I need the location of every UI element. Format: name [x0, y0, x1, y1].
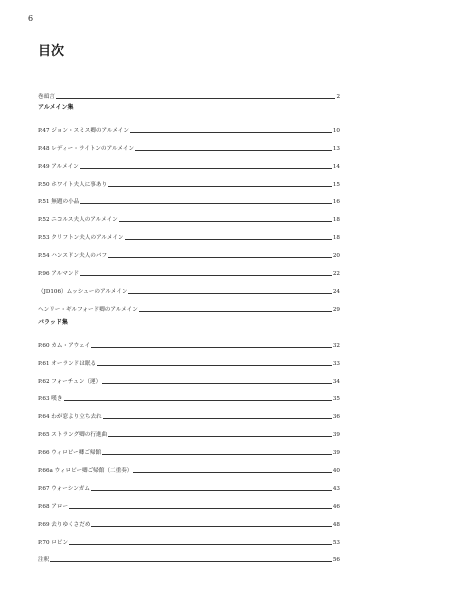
toc-entry-page: 18: [332, 235, 340, 242]
toc-entry[interactable]: [38, 512, 340, 528]
toc-entry[interactable]: [38, 261, 340, 277]
page-title: 目次: [38, 44, 65, 59]
toc-entry-page: 16: [332, 199, 340, 206]
toc-leader: [91, 526, 331, 527]
toc-entry-page: 33: [332, 360, 340, 367]
toc-entry[interactable]: [38, 547, 340, 563]
toc-leader: [64, 400, 332, 401]
toc-leader: [139, 311, 332, 312]
toc-entry[interactable]: [38, 154, 340, 170]
toc-entry-page: 46: [332, 503, 340, 510]
toc-entry-page: 48: [332, 521, 340, 528]
toc-entry[interactable]: [38, 386, 340, 402]
toc-entry-page: 22: [332, 271, 340, 278]
page-number: 6: [28, 14, 34, 23]
toc-entry[interactable]: [38, 243, 340, 259]
toc-entry[interactable]: [38, 440, 340, 456]
toc-entry[interactable]: [38, 458, 340, 474]
toc-entry[interactable]: [38, 225, 340, 241]
toc-leader: [130, 132, 332, 133]
toc-entry-page: 39: [332, 450, 340, 457]
toc-entry-label: P.62 フォーチュン（運）: [38, 378, 102, 385]
toc-entry[interactable]: [38, 207, 340, 223]
toc-entry-label: P.52 ニコルス夫人のアルメイン: [38, 217, 118, 224]
toc-entry-label: P.96 アルマンド: [38, 271, 80, 278]
toc-entry-label: P.48 レディー・ライトンのアルメイン: [38, 145, 135, 152]
toc-entry-page: 36: [332, 414, 340, 421]
toc-leader: [102, 454, 332, 455]
toc-entry-label: P.54 ハンスドン夫人のパフ: [38, 253, 108, 260]
toc-entry-label: P.65 ストラング卿の行進曲: [38, 432, 108, 439]
toc-entry[interactable]: [38, 84, 340, 100]
toc-entry[interactable]: [38, 404, 340, 420]
toc-entry[interactable]: [38, 369, 340, 385]
toc-entry-page: 32: [332, 342, 340, 349]
toc-leader: [135, 150, 332, 151]
toc-leader: [80, 203, 332, 204]
toc-entry[interactable]: [38, 494, 340, 510]
toc-leader: [125, 239, 332, 240]
toc-entry-label: P.68 アロー: [38, 503, 69, 510]
toc-leader: [108, 186, 332, 187]
toc-entry-label: （JD106）ムッシューのアルメイン: [38, 288, 128, 295]
toc-entry[interactable]: [38, 333, 340, 349]
toc-entry-label: P.47 ジョン・スミス卿のアルメイン: [38, 127, 129, 134]
toc-leader: [97, 365, 332, 366]
toc-leader: [69, 544, 332, 545]
toc-entry-label: P.51 無題の小品: [38, 199, 80, 206]
toc-entry[interactable]: [38, 351, 340, 367]
toc-leader: [80, 275, 332, 276]
toc-entry[interactable]: [38, 476, 340, 492]
toc-entry-label: P.64 わが窓より立ち去れ: [38, 414, 102, 421]
toc-entry[interactable]: [38, 136, 340, 152]
toc-leader: [69, 508, 332, 509]
toc-entry-page: 10: [332, 127, 340, 134]
toc-leader: [108, 257, 332, 258]
toc-entry-page: 56: [332, 557, 340, 564]
toc-entry-label: P.69 去りゆくさだめ: [38, 521, 91, 528]
table-of-contents: [38, 84, 340, 565]
toc-entry-label: P.66 ウィロビー卿ご帰館: [38, 450, 102, 457]
toc-entry-page: 18: [332, 217, 340, 224]
toc-entry-label: P.70 ロビン: [38, 539, 69, 546]
toc-entry-page: 24: [332, 288, 340, 295]
toc-entry[interactable]: [38, 530, 340, 546]
toc-entry-label: P.66a ウィロビー卿ご帰館（二重奏）: [38, 468, 133, 475]
toc-entry-label: 注釈: [38, 557, 50, 564]
toc-entry[interactable]: [38, 189, 340, 205]
toc-entry-label: P.60 カム・アウェイ: [38, 342, 91, 349]
toc-entry-page: 53: [332, 539, 340, 546]
toc-entry-label: P.61 オーランドは眠る: [38, 360, 97, 367]
toc-entry-page: 39: [332, 432, 340, 439]
toc-entry[interactable]: [38, 422, 340, 438]
toc-entry-label: P.63 嘆き: [38, 396, 63, 403]
toc-entry-label: 巻頭言: [38, 94, 55, 100]
toc-entry-page: 14: [332, 163, 340, 170]
toc-entry-page: 34: [332, 378, 340, 385]
toc-entry-label: P.53 クリフトン夫人のアルメイン: [38, 235, 124, 242]
toc-entry[interactable]: [38, 297, 340, 313]
toc-leader: [108, 436, 332, 437]
toc-leader: [56, 98, 336, 99]
toc-leader: [91, 490, 332, 491]
toc-entry[interactable]: [38, 279, 340, 295]
toc-entry-page: 2: [336, 94, 340, 100]
toc-entry-label: P.49 アルメイン: [38, 163, 79, 170]
toc-entry-page: 40: [332, 468, 340, 475]
toc-leader: [50, 561, 332, 562]
toc-leader: [128, 293, 331, 294]
section-heading: アルメイン集: [38, 103, 74, 111]
toc-entry-page: 29: [332, 306, 340, 313]
toc-leader: [80, 168, 332, 169]
toc-entry[interactable]: [38, 172, 340, 188]
toc-leader: [91, 347, 332, 348]
toc-entry-label: ヘンリー・ギルフォード卿のアルメイン: [38, 306, 138, 313]
toc-entry-page: 35: [332, 396, 340, 403]
toc-leader: [102, 383, 332, 384]
toc-leader: [133, 472, 331, 473]
toc-leader: [103, 418, 332, 419]
toc-entry-page: 20: [332, 253, 340, 260]
toc-entry-page: 13: [332, 145, 340, 152]
section-heading: バラッド集: [38, 318, 68, 326]
toc-entry-label: P.67 ウォーシンガム: [38, 485, 90, 492]
toc-entry[interactable]: [38, 118, 340, 134]
toc-entry-page: 15: [332, 181, 340, 188]
toc-entry-label: P.50 ホワイト夫人に事あり: [38, 181, 108, 188]
toc-entry-page: 43: [332, 485, 340, 492]
toc-leader: [119, 221, 332, 222]
